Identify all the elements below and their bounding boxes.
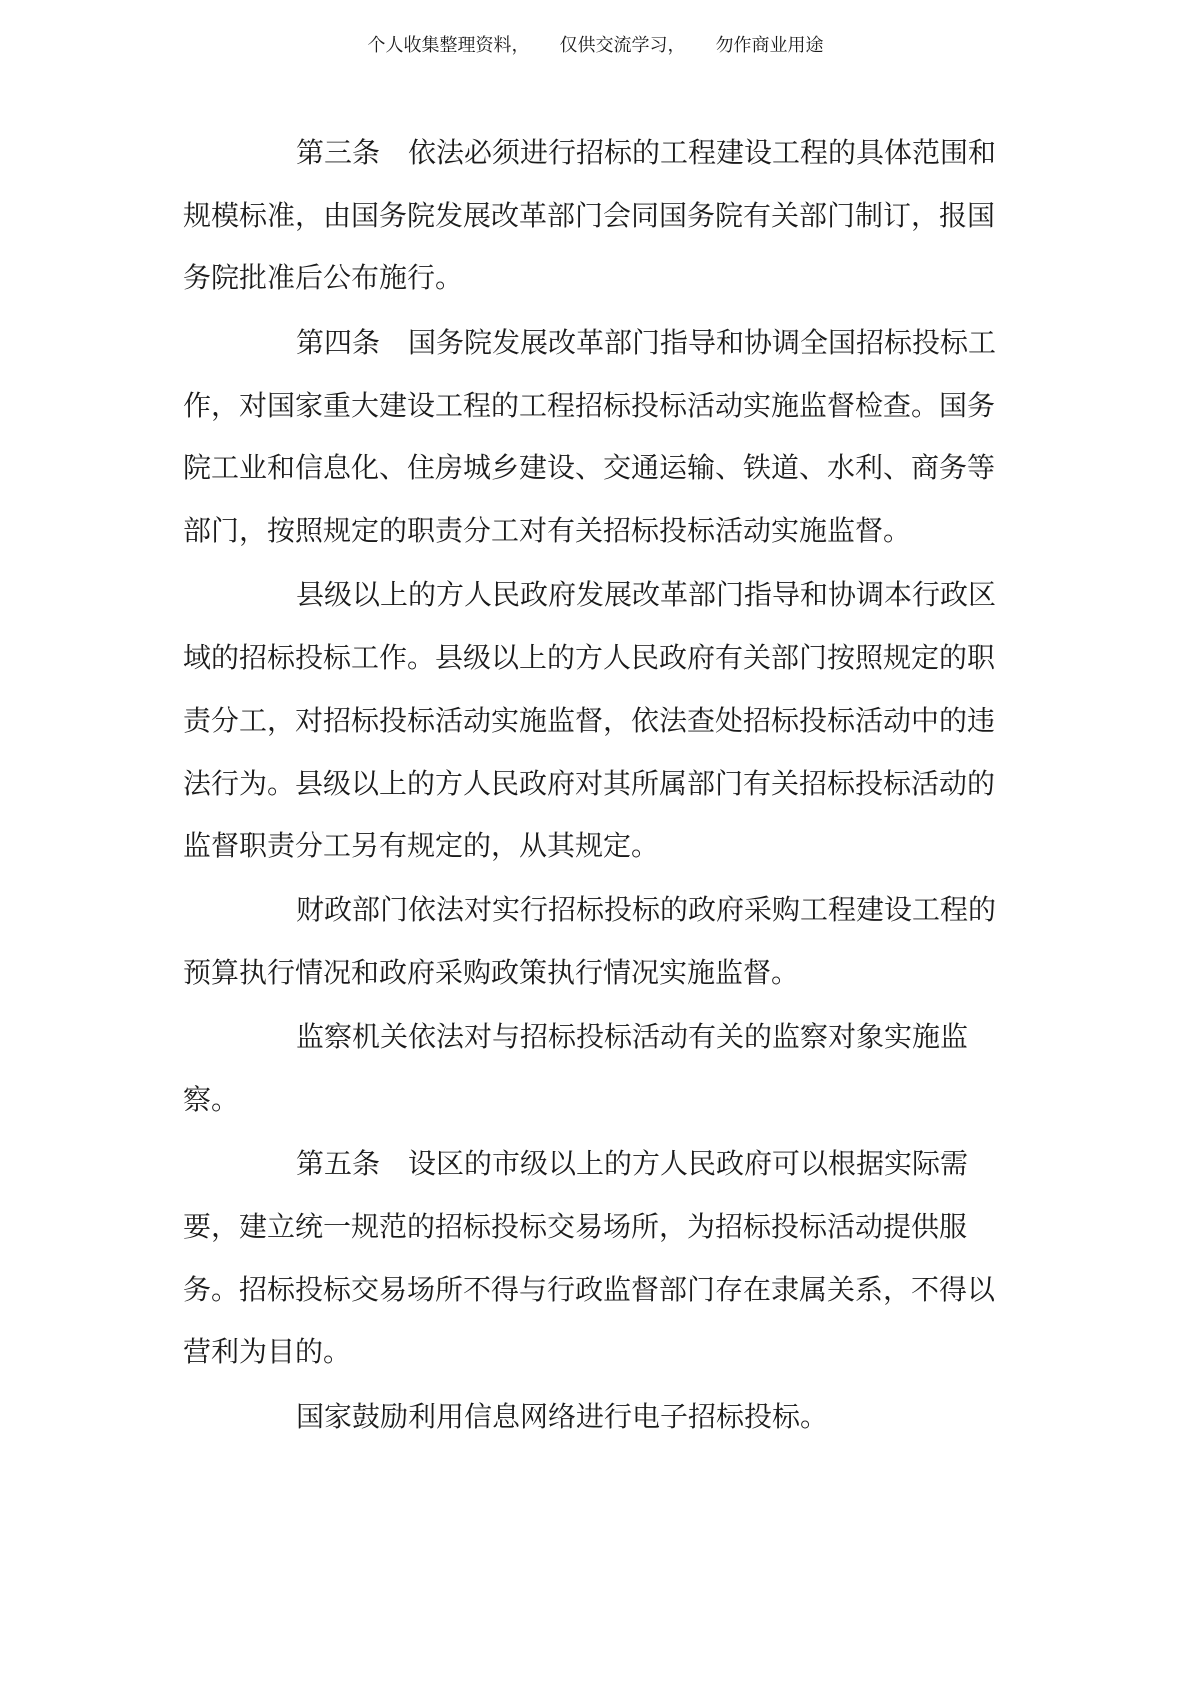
article-5-line-4: 营利为目的。 bbox=[183, 1335, 352, 1368]
article-4-line-4: 部门，按照规定的职责分工对有关招标投标活动实施监督。 bbox=[183, 514, 912, 547]
finance-line-1: 财政部门依法对实行招标投标的政府采购工程建设工程的 bbox=[296, 893, 997, 926]
article-5-title: 第五条 bbox=[296, 1147, 381, 1180]
article-3-line-3: 务院批准后公布施行。 bbox=[183, 261, 464, 294]
header-part-1: 个人收集整理资料， bbox=[367, 35, 530, 56]
electronic-line-1: 国家鼓励利用信息网络进行电子招标投标。 bbox=[296, 1400, 829, 1433]
county-line-4: 法行为。县级以上的方人民政府对其所属部门有关招标投标活动的 bbox=[183, 767, 996, 800]
article-5-line-2: 要，建立统一规范的招标投标交易场所，为招标投标活动提供服 bbox=[183, 1210, 968, 1243]
article-3-line-2: 规模标准，由国务院发展改革部门会同国务院有关部门制订，报国 bbox=[183, 199, 996, 232]
county-line-3: 责分工，对招标投标活动实施监督，依法查处招标投标活动中的违 bbox=[183, 704, 996, 737]
finance-line-2: 预算执行情况和政府采购政策执行情况实施监督。 bbox=[183, 956, 800, 989]
article-5-line-3: 务。招标投标交易场所不得与行政监督部门存在隶属关系，不得以 bbox=[183, 1273, 996, 1306]
header-part-3: 勿作商业用途 bbox=[715, 35, 824, 56]
article-3-line-1-text: 依法必须进行招标的工程建设工程的具体范围和 bbox=[408, 136, 997, 169]
article-5-line-1-text: 设区的市级以上的方人民政府可以根据实际需 bbox=[408, 1147, 969, 1180]
header-part-2: 仅供交流学习， bbox=[559, 35, 686, 56]
article-3-title: 第三条 bbox=[296, 136, 381, 169]
county-line-2: 域的招标投标工作。县级以上的方人民政府有关部门按照规定的职 bbox=[183, 641, 996, 674]
county-line-1: 县级以上的方人民政府发展改革部门指导和协调本行政区 bbox=[296, 578, 997, 611]
page-header bbox=[0, 34, 1191, 58]
county-line-5: 监督职责分工另有规定的，从其规定。 bbox=[183, 829, 660, 862]
article-3-line-1 bbox=[296, 136, 996, 170]
article-4-line-2: 作，对国家重大建设工程的工程招标投标活动实施监督检查。国务 bbox=[183, 389, 996, 422]
article-5-line-1 bbox=[296, 1147, 968, 1181]
supervision-line-2: 察。 bbox=[183, 1083, 240, 1116]
article-4-title: 第四条 bbox=[296, 326, 381, 359]
article-4-line-1 bbox=[296, 326, 996, 360]
article-4-line-3: 院工业和信息化、住房城乡建设、交通运输、铁道、水利、商务等 bbox=[183, 451, 996, 484]
article-4-line-1-text: 国务院发展改革部门指导和协调全国招标投标工 bbox=[408, 326, 997, 359]
supervision-line-1: 监察机关依法对与招标投标活动有关的监察对象实施监 bbox=[296, 1020, 969, 1053]
